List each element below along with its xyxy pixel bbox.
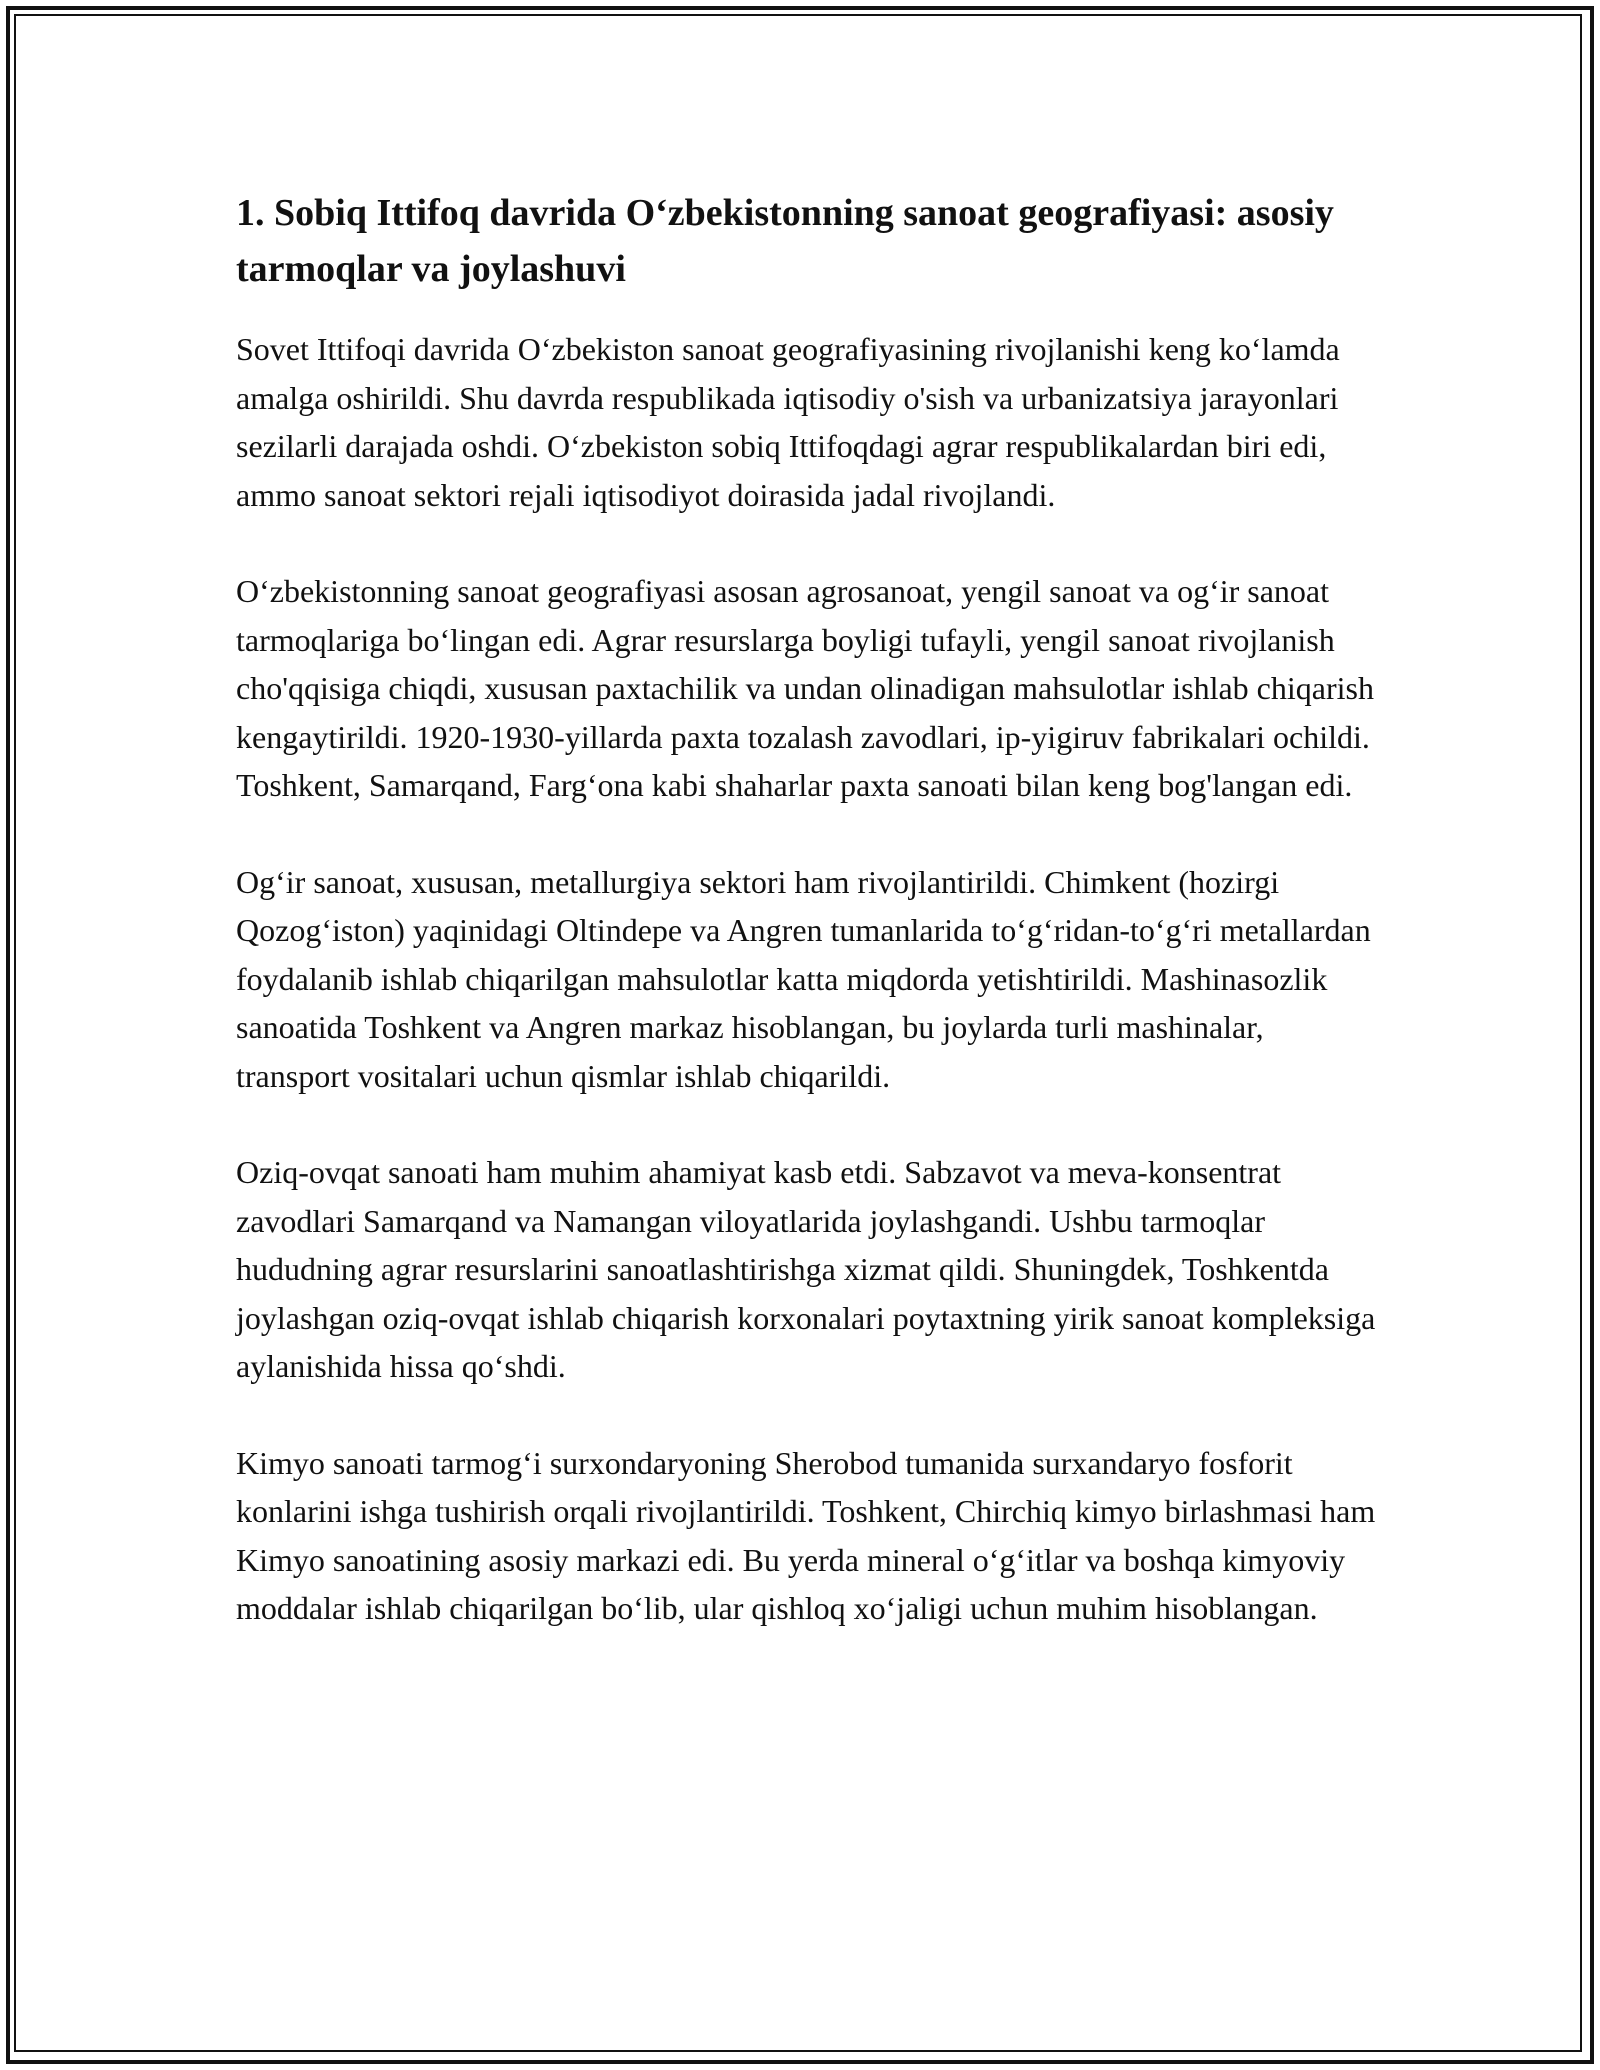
paragraph-4: Oziq-ovqat sanoati ham muhim ahamiyat kasb etdi. Sabzavot va meva-konsentrat zavodlari Samarqand va Namangan viloyatlarida joylashgandi. Ushbu tarmoqlar hududning agrar resurslarini sanoatlashtirishga xizmat qildi. Shuningdek, Toshkentda joylashgan oziq-ovqat ishlab chiqarish korxonalari poytaxtning yirik sanoat kompleksiga aylanishida hissa qo‘shdi. [236, 1154, 1376, 1384]
section-heading: 1. Sobiq Ittifoq davrida O‘zbekistonning sanoat geografiyasi: asosiy tarmoqlar va joylashuvi [236, 192, 1334, 290]
paragraph-1: Sovet Ittifoqi davrida O‘zbekiston sanoat geografiyasining rivojlanishi keng ko‘lamda amalga oshirildi. Shu davrda respublikada iqtisodiy o'sish va urbanizatsiya jarayonlari sezilarli darajada oshdi. O‘zbekiston sobiq Ittifoqdagi agrar respublikalardan biri edi, ammo sanoat sektori rejali iqtisodiyot doirasida jadal rivojlandi. [236, 331, 1340, 513]
document-body [236, 185, 1376, 1681]
paragraph-2: O‘zbekistonning sanoat geografiyasi asosan agrosanoat, yengil sanoat va og‘ir sanoat tarmoqlariga bo‘lingan edi. Agrar resurslarga boyligi tufayli, yengil sanoat rivojlanish cho'qqisiga chiqdi, xususan paxtachilik va undan olinadigan mahsulotlar ishlab chiqarish kengaytirildi. 1920-1930-yillarda paxta tozalash zavodlari, ip-yigiruv fabrikalari ochildi. Toshkent, Samarqand, Farg‘ona kabi shaharlar paxta sanoati bilan keng bog'langan edi. [236, 573, 1374, 803]
paragraph-5: Kimyo sanoati tarmog‘i surxondaryoning Sherobod tumanida surxandaryo fosforit konlarini ishga tushirish orqali rivojlantirildi. Toshkent, Chirchiq kimyo birlashmasi ham Kimyo sanoatining asosiy markazi edi. Bu yerda mineral o‘g‘itlar va boshqa kimyoviy moddalar ishlab chiqarilgan bo‘lib, ular qishloq xo‘jaligi uchun muhim hisoblangan. [236, 1444, 1376, 1626]
paragraph-3: Og‘ir sanoat, xususan, metallurgiya sektori ham rivojlantirildi. Chimkent (hozirgi Qozog‘iston) yaqinidagi Oltindepe va Angren tumanlarida to‘g‘ridan-to‘g‘ri metallardan foydalanib ishlab chiqarilgan mahsulotlar katta miqdorda yetishtirildi. Mashinasozlik sanoatida Toshkent va Angren markaz hisoblangan, bu joylarda turli mashinalar, transport vositalari uchun qismlar ishlab chiqarildi. [236, 863, 1371, 1094]
